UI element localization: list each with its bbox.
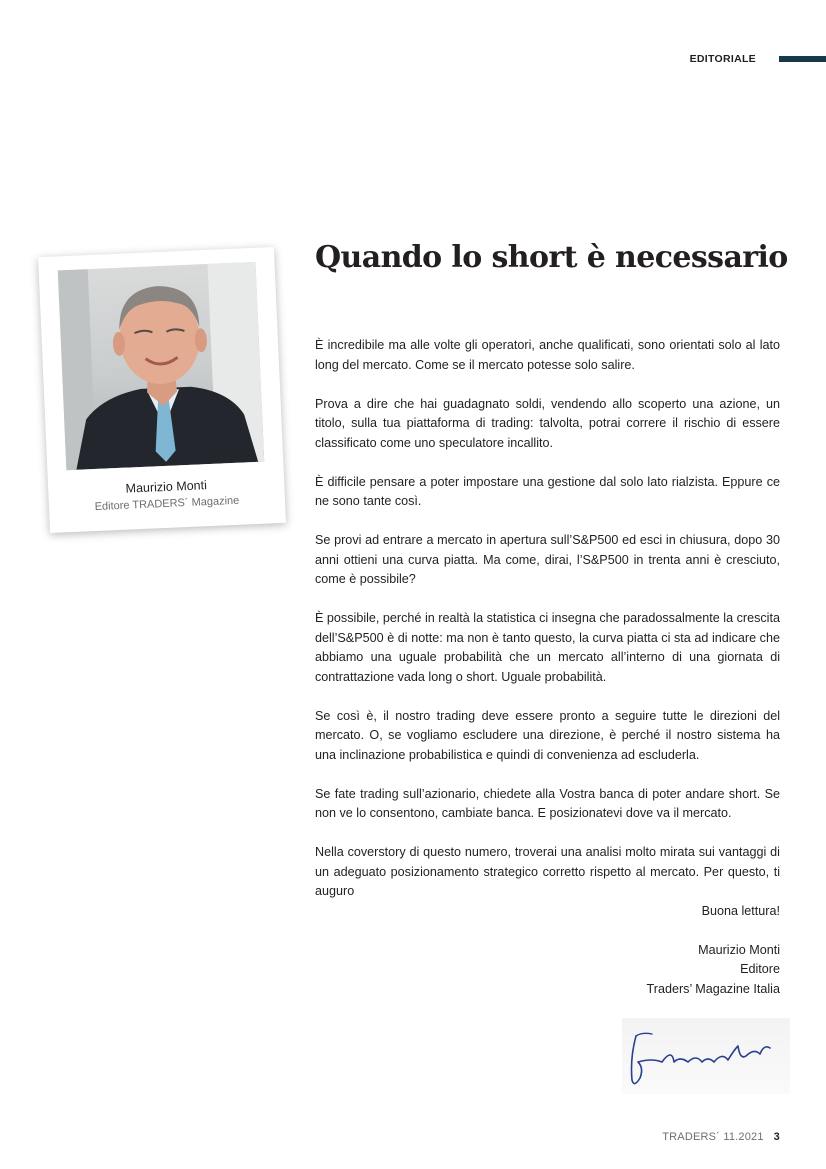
page-number: 3 [773, 1131, 780, 1143]
article-body [315, 336, 780, 999]
article-paragraph: È incredibile ma alle volte gli operatori, anche qualificati, sono orientati solo al lato long del mercato. Come se il mercato potesse solo salire. [315, 338, 780, 372]
article-title: Quando lo short è necessario [315, 240, 788, 275]
signoff-role: Editore [740, 962, 780, 976]
article-paragraph: Se provi ad entrare a mercato in apertura sull’S&P500 ed esci in chiusura, dopo 30 anni ottieni una curva piatta. Ma come, dirai, l’S&P500 in trenta anni è cresciuto, come è possibile? [315, 533, 780, 586]
article-paragraph: Prova a dire che hai guadagnato soldi, vendendo allo scoperto una azione, un titolo, sulla tua piattaforma di trading: talvolta, potrai correre il rischio di essere classificato come uno speculatore incallito. [315, 396, 780, 450]
article-paragraph: Se così è, il nostro trading deve essere pronto a seguire tutte le direzioni del mercato. O, se vogliamo escludere una direzione, è perché il nostro sistema ha una inclinazione probabilistica e quindi di convenienza ad escluderla. [315, 708, 780, 762]
article-paragraph: È possibile, perché in realtà la statistica ci insegna che paradossalmente la crescita dell’S&P500 è di notte: ma non è tanto questo, la curva piatta ci sta ad indicare che abbiamo una uguale probabilità che un mercato all’interno di una giornata di contrattazione vada long o short. Uguale probabilità. [315, 611, 780, 684]
author-photo [58, 262, 265, 470]
article-paragraph: È difficile pensare a poter impostare una gestione dal solo lato rialzista. Eppure ce ne sono tante così. [315, 474, 780, 508]
article-paragraph: Se fate trading sull’azionario, chiedete alla Vostra banca di poter andare short. Se non ve lo consentono, cambiate banca. E posizionatevi dove va il mercato. [315, 786, 780, 820]
article-paragraph: Nella coverstory di questo numero, troverai una analisi molto mirata sui vantaggi di un adeguato posizionamento strategico corretto rispetto al mercato. Per questo, ti auguro [315, 845, 780, 898]
section-label: EDITORIALE [689, 53, 756, 65]
author-portrait-image [58, 262, 265, 470]
signature-image [622, 1018, 790, 1094]
signoff-greeting: Buona lettura! [701, 903, 780, 918]
section-accent-bar [779, 56, 826, 62]
handwritten-signature [622, 1018, 790, 1094]
author-role-caption: Editore TRADERS´ Magazine [94, 494, 240, 514]
author-name-caption: Maurizio Monti [125, 478, 208, 496]
signoff-name: Maurizio Monti [698, 942, 780, 957]
signoff [315, 902, 780, 1000]
signoff-publication: Traders’ Magazine Italia [646, 981, 780, 996]
footer-issue: TRADERS´ 11.2021 [662, 1131, 764, 1143]
page-footer [662, 1131, 780, 1143]
author-photo-card [38, 247, 286, 533]
